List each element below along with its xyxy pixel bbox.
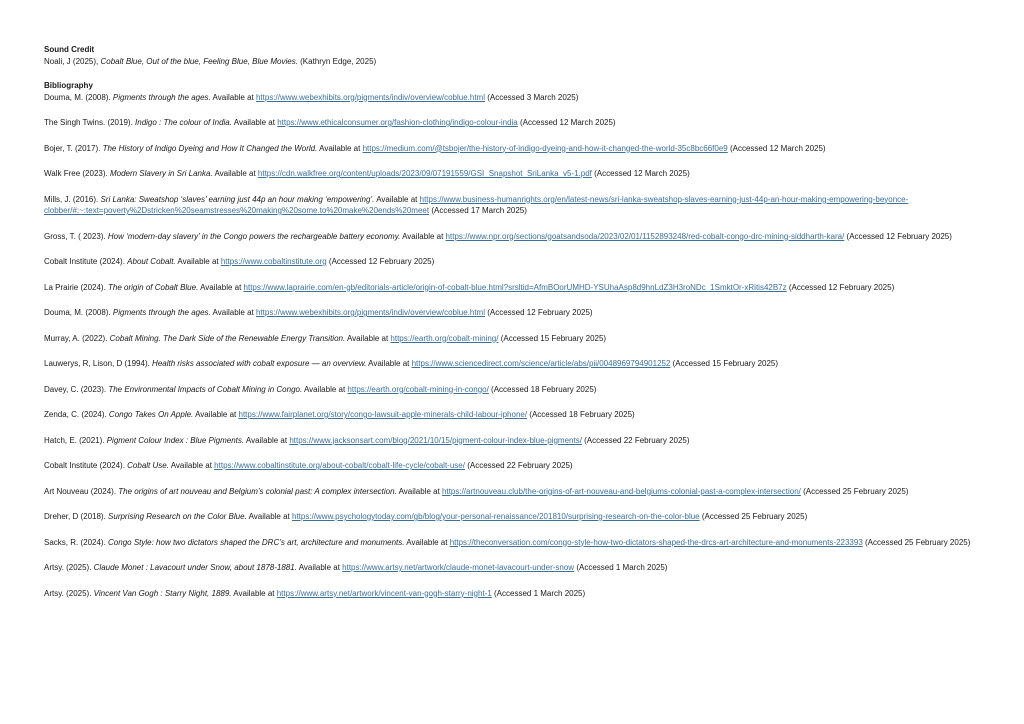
entry-accessed: (Accessed 15 February 2025) bbox=[498, 333, 607, 343]
entry-available-at: Available at bbox=[198, 282, 244, 292]
entry-link[interactable]: https://www.webexhibits.org/pigments/indiv/overview/coblue.html bbox=[255, 308, 485, 317]
entry-accessed: (Accessed 17 March 2025) bbox=[429, 206, 527, 215]
entry-title: Pigments through the ages. bbox=[112, 92, 211, 102]
entry-link[interactable]: https://artnouveau.club/the-origins-of-art-nouveau-and-belgiums-colonial-past-a-complex-intersection/ bbox=[442, 486, 801, 496]
bibliography-entry bbox=[44, 168, 984, 180]
entry-available-at: Available at bbox=[345, 333, 391, 343]
entry-available-at: Available at bbox=[210, 308, 256, 317]
entry-link[interactable]: https://www.webexhibits.org/pigments/indiv/overview/coblue.html bbox=[255, 92, 485, 102]
bibliography-entry bbox=[44, 231, 984, 243]
entry-author: Walk Free (2023). bbox=[44, 169, 110, 178]
sound-credit-rest: (Kathryn Edge, 2025) bbox=[297, 56, 377, 66]
bibliography-section bbox=[44, 80, 984, 599]
entry-accessed: (Accessed 12 February 2025) bbox=[484, 308, 593, 317]
sound-credit-heading: Sound Credit bbox=[44, 45, 95, 54]
sound-credit-titles: Cobalt Blue, Out of the blue, Feeling Blue, Blue Movies. bbox=[100, 56, 298, 66]
entry-accessed: (Accessed 18 February 2025) bbox=[527, 410, 635, 419]
entry-available-at: Available at bbox=[404, 537, 450, 547]
entry-author: Murray, A. (2022). bbox=[44, 333, 110, 343]
entry-available-at: Available at bbox=[374, 194, 420, 204]
bibliography-entry bbox=[44, 537, 984, 549]
entry-link[interactable]: https://www.jacksonsart.com/blog/2021/10/15/pigment-colour-index-blue-pigments/ bbox=[289, 435, 582, 445]
entry-available-at: Available at bbox=[244, 435, 290, 445]
entry-title: Indigo : The colour of India. bbox=[135, 118, 232, 127]
entry-title: Congo Style: how two dictators shaped the DRC’s art, architecture and monuments. bbox=[108, 537, 405, 547]
entry-author: Artsy. (2025). bbox=[44, 563, 94, 572]
bibliography-entry bbox=[44, 92, 984, 104]
bibliography-entry bbox=[44, 117, 984, 129]
entry-link[interactable]: https://www.fairplanet.org/story/congo-lawsuit-apple-minerals-child-labour-iphone/ bbox=[238, 410, 528, 419]
entry-link[interactable]: https://theconversation.com/congo-style-how-two-dictators-shaped-the-drcs-art-architecture-and-monuments-223393 bbox=[449, 537, 863, 547]
bibliography-entry bbox=[44, 256, 984, 268]
bibliography-entry bbox=[44, 282, 984, 294]
entry-available-at: Available at bbox=[231, 118, 278, 127]
entry-available-at: Available at bbox=[175, 257, 221, 266]
entry-available-at: Available at bbox=[302, 384, 348, 394]
entry-link[interactable]: https://www.laprairie.com/en-gb/editorials-article/origin-of-cobalt-blue.html?srsltid=AfmBOorUMHD-YSUhaAsp8d9hnLdZ3H3roNDc_1SmktOr-xRitis42B7z bbox=[243, 282, 787, 292]
bibliography-entry bbox=[44, 143, 984, 155]
entry-accessed: (Accessed 15 February 2025) bbox=[670, 359, 779, 368]
entry-available-at: Available at bbox=[400, 231, 446, 241]
entry-title: Cobalt Mining. The Dark Side of the Renewable Energy Transition. bbox=[109, 333, 346, 343]
entry-link[interactable]: https://www.ethicalconsumer.org/fashion-clothing/indigo-colour-india bbox=[277, 118, 518, 127]
entry-author: Gross, T. ( 2023). bbox=[44, 231, 108, 241]
entry-accessed: (Accessed 1 March 2025) bbox=[491, 588, 586, 598]
entry-link[interactable]: https://earth.org/cobalt-mining/ bbox=[390, 333, 499, 343]
entry-title: Congo Takes On Apple. bbox=[108, 410, 194, 419]
entry-author: Bojer, T. (2017). bbox=[44, 143, 103, 153]
entry-link[interactable]: https://www.npr.org/sections/goatsandsoda/2023/02/01/1152893248/red-cobalt-congo-drc-mining-siddharth-kara/ bbox=[445, 231, 845, 241]
entry-accessed: (Accessed 12 March 2025) bbox=[517, 118, 616, 127]
bibliography-entry bbox=[44, 588, 984, 600]
entry-author: Cobalt Institute (2024). bbox=[44, 257, 128, 266]
bibliography-entry bbox=[44, 435, 984, 447]
entry-available-at: Available at bbox=[317, 143, 363, 153]
entry-available-at: Available at bbox=[296, 563, 343, 572]
entry-available-at: Available at bbox=[193, 410, 239, 419]
entry-title: Modern Slavery in Sri Lanka. bbox=[109, 169, 213, 178]
bibliography-entry bbox=[44, 358, 984, 370]
entry-author: Lauwerys, R, Lison, D (1994). bbox=[44, 359, 153, 368]
entry-author: Davey, C. (2023). bbox=[44, 384, 109, 394]
entry-author: Hatch, E. (2021). bbox=[44, 435, 107, 445]
entry-link[interactable]: https://www.business-humanrights.org/en/latest-news/sri-lanka-sweatshop-slaves-earning-just-44p-an-hour-making-empowering-beyonce-clobber/#:~:text=poverty%2Dstricken%20seamstresses%20making%20some.to%20make%20ends%20meet bbox=[44, 194, 909, 215]
entry-author: Cobalt Institute (2024). bbox=[44, 461, 128, 470]
entry-author: Douma, M. (2008). bbox=[44, 308, 113, 317]
entry-author: Mills, J. (2016). bbox=[44, 194, 101, 204]
entry-available-at: Available at bbox=[210, 92, 256, 102]
entry-author: La Prairie (2024). bbox=[44, 282, 109, 292]
bibliography-heading: Bibliography bbox=[44, 81, 93, 90]
entry-title: Vincent Van Gogh : Starry Night, 1889. bbox=[93, 588, 232, 598]
entry-available-at: Available at bbox=[212, 169, 258, 178]
entry-accessed: (Accessed 25 February 2025) bbox=[699, 512, 808, 521]
entry-accessed: (Accessed 18 February 2025) bbox=[488, 384, 597, 394]
entry-author: Artsy. (2025). bbox=[44, 588, 94, 598]
entry-link[interactable]: https://www.artsy.net/artwork/vincent-van-gogh-starry-night-1 bbox=[276, 588, 492, 598]
entry-available-at: Available at bbox=[366, 359, 412, 368]
entry-accessed: (Accessed 22 February 2025) bbox=[464, 461, 573, 470]
entry-author: The Singh Twins. (2019). bbox=[44, 118, 136, 127]
entry-author: Art Nouveau (2024). bbox=[44, 486, 119, 496]
entry-available-at: Available at bbox=[396, 486, 443, 496]
entry-author: Sacks, R. (2024). bbox=[44, 537, 109, 547]
entry-link[interactable]: https://www.artsy.net/artwork/claude-monet-lavacourt-under-snow bbox=[342, 563, 575, 572]
entry-title: How ‘modern-day slavery’ in the Congo powers the rechargeable battery economy. bbox=[107, 231, 401, 241]
entry-link[interactable]: https://www.sciencedirect.com/science/article/abs/pii/0048969794901252 bbox=[411, 359, 671, 368]
entry-link[interactable]: https://www.cobaltinstitute.org bbox=[220, 257, 327, 266]
entry-accessed: (Accessed 12 February 2025) bbox=[326, 257, 435, 266]
bibliography-entry bbox=[44, 460, 984, 472]
entry-available-at: Available at bbox=[231, 588, 277, 598]
entry-title: About Cobalt. bbox=[127, 257, 176, 266]
bibliography-entry bbox=[44, 307, 984, 319]
entry-accessed: (Accessed 12 March 2025) bbox=[727, 143, 826, 153]
bibliography-entry bbox=[44, 486, 984, 498]
entry-accessed: (Accessed 1 March 2025) bbox=[574, 563, 668, 572]
entry-title: The origins of art nouveau and Belgium’s colonial past: A complex intersection. bbox=[118, 486, 397, 496]
sound-credit-entry bbox=[44, 56, 984, 68]
entry-accessed: (Accessed 25 February 2025) bbox=[800, 486, 909, 496]
bibliography-entry bbox=[44, 409, 984, 421]
entry-title: Cobalt Use. bbox=[127, 461, 169, 470]
entry-title: The Environmental Impacts of Cobalt Mining in Congo. bbox=[108, 384, 303, 394]
bibliography-entry bbox=[44, 384, 984, 396]
sound-credit-section bbox=[44, 44, 984, 67]
entry-author: Douma, M. (2008). bbox=[44, 92, 113, 102]
entry-author: Dreher, D (2018). bbox=[44, 512, 109, 521]
sound-credit-author: Noali, J (2025), bbox=[44, 56, 101, 66]
entry-title: The origin of Cobalt Blue. bbox=[108, 282, 199, 292]
entry-title: Pigment Colour Index : Blue Pigments. bbox=[106, 435, 245, 445]
entry-available-at: Available at bbox=[168, 461, 215, 470]
entry-link[interactable]: https://www.psychologytoday.com/gb/blog/your-personal-renaissance/201810/surprising-research-on-the-color-blue bbox=[292, 512, 700, 521]
bibliography-entry bbox=[44, 194, 984, 217]
entry-title: Health risks associated with cobalt exposure — an overview. bbox=[152, 359, 367, 368]
entry-link[interactable]: https://cdn.walkfree.org/content/uploads/2023/09/07191559/GSI_Snapshot_SriLanka_v5-1.pdf bbox=[257, 169, 592, 178]
entry-link[interactable]: https://medium.com/@tsbojer/the-history-of-indigo-dyeing-and-how-it-changed-the-world-35c8bc66f0e9 bbox=[362, 143, 728, 153]
entry-accessed: (Accessed 12 February 2025) bbox=[786, 282, 895, 292]
entry-accessed: (Accessed 3 March 2025) bbox=[484, 92, 579, 102]
entry-link[interactable]: https://www.cobaltinstitute.org/about-cobalt/cobalt-life-cycle/cobalt-use/ bbox=[214, 461, 465, 470]
entry-author: Zenda, C. (2024). bbox=[44, 410, 109, 419]
entry-title: Surprising Research on the Color Blue. bbox=[108, 512, 247, 521]
bibliography-entry bbox=[44, 333, 984, 345]
entry-title: Sri Lanka: Sweatshop ‘slaves’ earning just 44p an hour making ‘empowering’. bbox=[100, 194, 375, 204]
entry-title: Pigments through the ages. bbox=[112, 308, 211, 317]
entry-available-at: Available at bbox=[246, 512, 292, 521]
entry-accessed: (Accessed 12 March 2025) bbox=[591, 169, 690, 178]
bibliography-list bbox=[44, 92, 984, 600]
entry-accessed: (Accessed 12 February 2025) bbox=[844, 231, 952, 241]
entry-title: The History of Indigo Dyeing and How It Changed the World. bbox=[102, 143, 318, 153]
entry-accessed: (Accessed 22 February 2025) bbox=[581, 435, 690, 445]
entry-accessed: (Accessed 25 February 2025) bbox=[862, 537, 971, 547]
document-content bbox=[44, 44, 984, 613]
bibliography-entry bbox=[44, 511, 984, 523]
entry-title: Claude Monet : Lavacourt under Snow, about 1878-1881. bbox=[93, 563, 297, 572]
entry-link[interactable]: https://earth.org/cobalt-mining-in-congo/ bbox=[347, 384, 489, 394]
bibliography-entry bbox=[44, 562, 984, 574]
